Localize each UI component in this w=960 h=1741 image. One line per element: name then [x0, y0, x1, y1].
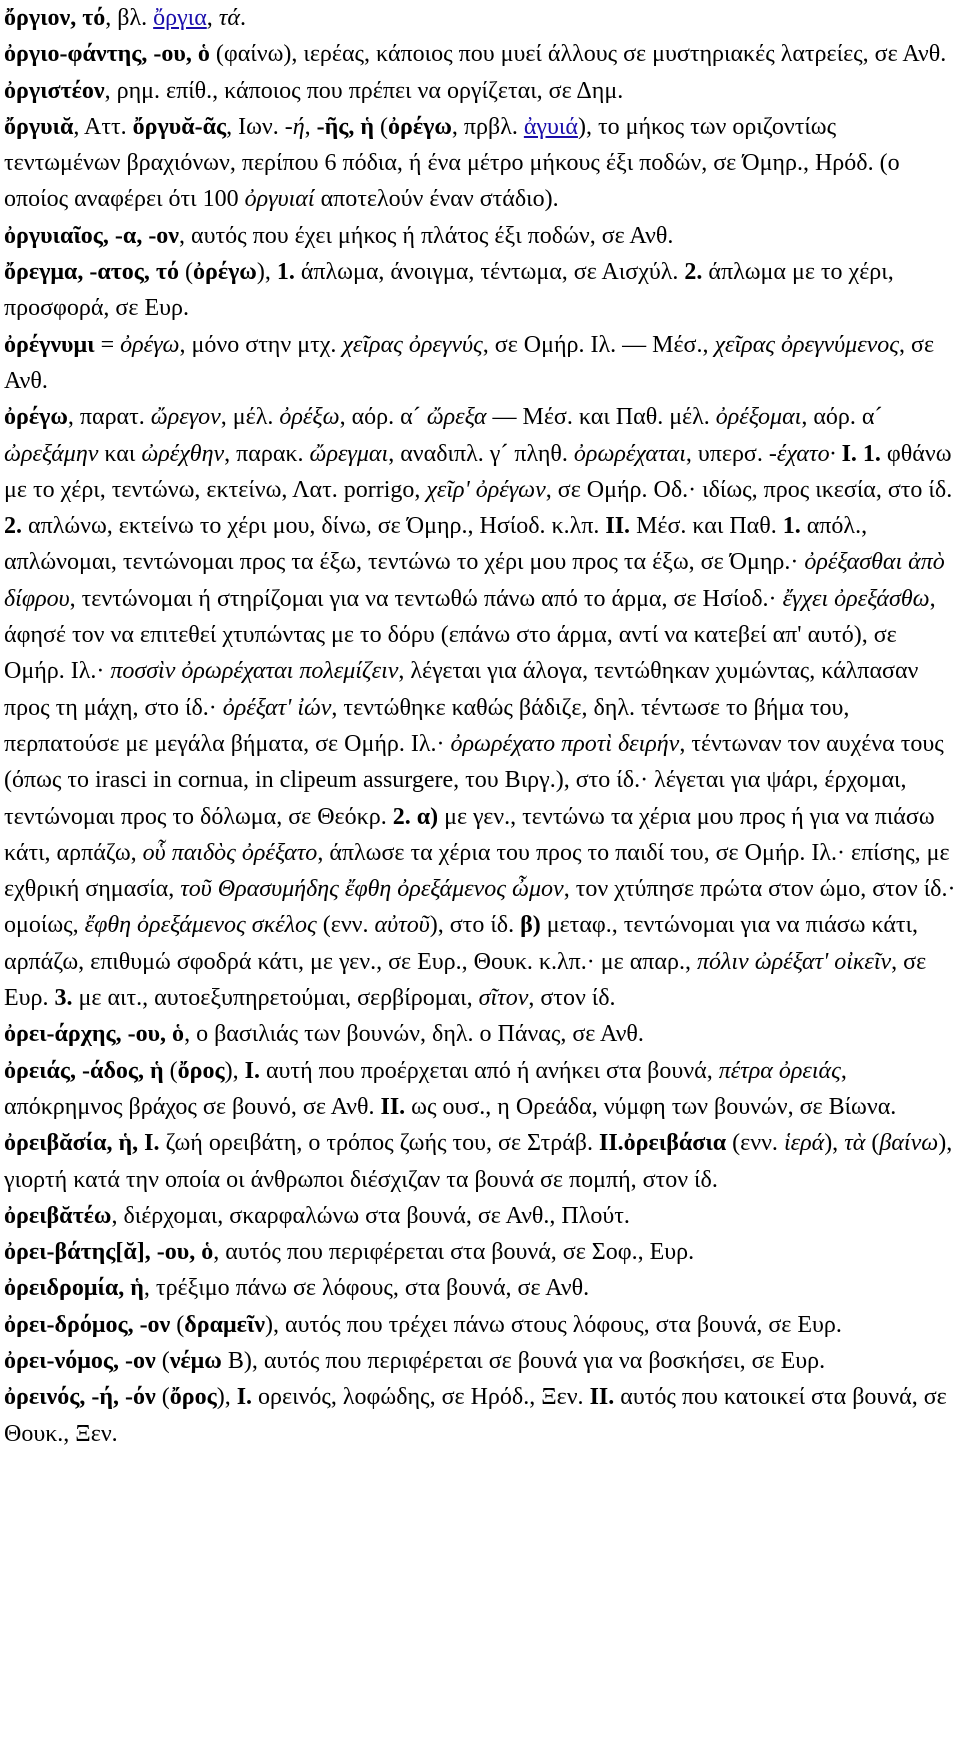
bold-term: II. — [380, 1093, 406, 1120]
italic-term: ὠρέχθην — [141, 440, 225, 467]
bold-term: 2. — [4, 513, 22, 540]
bold-term: I. — [244, 1057, 260, 1084]
bold-term: ὀργυιαῖος, -α, -ον — [4, 222, 180, 249]
bold-term: ὀρει-δρόμος, -ον — [4, 1311, 171, 1338]
bold-term: ὀρει-νόμος, -ον — [4, 1347, 156, 1374]
italic-term: ἔγχει ὀρεξάσθω — [782, 585, 930, 612]
dictionary-entry — [4, 399, 956, 1016]
bold-term: ὄρος — [177, 1057, 225, 1084]
dictionary-entry — [4, 109, 956, 218]
definition-text: , αόρ. α´ — [801, 404, 883, 431]
cross-reference-link[interactable]: ὄργια — [153, 5, 207, 31]
bold-term: ὀρέγω — [4, 404, 68, 431]
bold-term: ὀρειβᾰτέω — [4, 1202, 112, 1229]
definition-text: ορεινός, λοφώδης, σε Ηρόδ., Ξεν. — [252, 1384, 590, 1411]
bold-term: ὀργιστέον — [4, 77, 105, 104]
italic-term: χεῖρας ὀρεγνύς — [342, 331, 483, 358]
italic-term: χεῖρ' ὀρέγων — [426, 476, 546, 503]
bold-term: ὄργυᾰ-ᾶς — [132, 113, 227, 140]
definition-text: ως ουσ., η Ορεάδα, νύμφη των βουνών, σε Βίωνα. — [405, 1093, 897, 1120]
dictionary-entry — [4, 1053, 956, 1126]
bold-term: ὀργιο-φάντης, -ου, ὁ — [4, 41, 210, 68]
bold-term: ὄργιον, τό — [4, 5, 106, 31]
definition-text: με αιτ., αυτοεξυπηρετούμαι, σερβίρομαι, — [72, 985, 479, 1012]
definition-text: , τέντωναν τον αυχένα τους (όπως το irasci in cornua, in clipeum assurgere, του Βιργ.), στο ίδ.· λέγεται για ψάρι, έρχομαι, τεντώνομαι προς το δόλωμα, σε Θεόκρ. — [4, 730, 944, 830]
definition-text: ( — [865, 1130, 880, 1157]
definition-text: = — [94, 331, 121, 358]
definition-text: απόλ., απλώνομαι, τεντώνομαι προς τα έξω, τεντώνω το χέρι μου προς τα έξω, σε Όμηρ.· — [4, 513, 868, 576]
bold-term: ὀρειάς, -άδος, ἡ — [4, 1057, 164, 1084]
definition-text: , σε Ομήρ. Ιλ. — Μέσ., — [482, 331, 715, 358]
definition-text: , αυτός που περιφέρεται στα βουνά, σε Σοφ., Ευρ. — [213, 1239, 695, 1266]
definition-text: , άφησέ τον να επιτεθεί χτυπώντας με το δόρυ (επάνω στο άρμα, αντί να κατεβεί απ' αυτό), σε Ομήρ. Ιλ.· — [4, 585, 936, 685]
italic-term: ἱερά — [783, 1130, 825, 1157]
definition-text: , τεντώνομαι ή στηρίζομαι για να τεντωθώ πάνω από το άρμα, σε Ησίοδ.· — [69, 585, 783, 612]
bold-term: ὄρος — [169, 1384, 217, 1411]
bold-term: ὀρέγω — [192, 259, 257, 286]
definition-text: ζωή ορειβάτη, ο τρόπος ζωής του, σε Στράβ. — [159, 1130, 599, 1157]
bold-term: 3. — [54, 985, 73, 1012]
italic-term: -ή — [284, 113, 305, 140]
italic-term: ὀρέξατ' ἰών — [222, 694, 332, 721]
definition-text: ), — [256, 259, 277, 286]
italic-term: ποσσὶν ὀρωρέχαται πολεμίζειν — [110, 658, 399, 685]
italic-term: ὠρεξάμην — [4, 440, 99, 467]
definition-text: και — [98, 440, 142, 467]
definition-text: ( — [178, 259, 193, 286]
dictionary-entry — [4, 1125, 956, 1198]
bold-term: 2. α) — [392, 803, 439, 830]
definition-text: , σε Ομήρ. Οδ.· ιδίως, προς ικεσία, στο ίδ. — [545, 476, 953, 503]
bold-term: 1. — [782, 513, 801, 540]
definition-text: ), — [824, 1130, 845, 1157]
italic-term: ὀρέξομαι — [715, 404, 802, 431]
definition-text: άπλωμα, άνοιγμα, τέντωμα, σε Αισχύλ. — [294, 259, 685, 286]
definition-text: , μόνο στην μτχ. — [179, 331, 343, 358]
dictionary-entry — [4, 73, 956, 109]
bold-term: II.ὀρειβάσια — [599, 1130, 727, 1157]
bold-term: β) — [520, 912, 541, 939]
italic-term: ὀργυιαί — [244, 186, 315, 213]
definition-text: , στον ίδ. — [528, 985, 616, 1012]
italic-term: πέτρα ὀρειάς — [718, 1057, 841, 1084]
dictionary-entry — [4, 1343, 956, 1379]
dictionary-entry — [4, 1270, 956, 1306]
definition-text: , πρβλ. — [451, 113, 524, 140]
definition-text: απλώνω, εκτείνω το χέρι μου, δίνω, σε Όμηρ., Ησίοδ. κ.λπ. — [22, 513, 606, 540]
italic-term: χεῖρας ὀρεγνύμενος — [714, 331, 900, 358]
definition-text: άπλωμα με το χέρι, προσφορά, σε Ευρ. — [4, 259, 894, 322]
definition-text: , μέλ. — [220, 404, 280, 431]
bold-term: I. — [236, 1384, 253, 1411]
definition-text: , Ιων. — [226, 113, 285, 140]
dictionary-entry — [4, 1379, 956, 1452]
cross-reference-link[interactable]: ἀγυιά — [523, 113, 578, 140]
bold-term: ὀρειβᾰσία, ἡ, I. — [4, 1130, 160, 1157]
italic-term: ὤρεξα — [426, 404, 487, 431]
bold-term: II. — [605, 513, 631, 540]
definition-text: ), το μήκος των οριζοντίως τεντωμένων βραχιόνων, περίπου 6 πόδια, ή ένα μέτρο μήκους έξι ποδών, σε Όμηρ., Ηρόδ. (ο οποίος αναφέρει ότι 100 — [4, 113, 900, 213]
definition-text: , — [304, 113, 317, 140]
italic-term: ὀρέξασθαι ἀπὸ δίφρου — [4, 549, 945, 612]
definition-text: Μέσ. και Παθ. — [630, 513, 783, 540]
definition-text: , αναδιπλ. γ´ πληθ. — [388, 440, 574, 467]
bold-term: ὀρεινός, -ή, -όν — [4, 1384, 156, 1411]
dictionary-entry — [4, 0, 956, 36]
definition-text: , σε Ευρ. — [4, 948, 927, 1012]
dictionary-entry — [4, 1016, 956, 1052]
italic-term: οὗ παιδὸς ὀρέξατο — [142, 839, 318, 866]
italic-term: τὰ — [844, 1130, 866, 1157]
definition-text: , αόρ. α´ — [339, 404, 427, 431]
dictionary-entry — [4, 36, 956, 72]
bold-term: ὀρει-άρχης, -ου, ὁ — [4, 1021, 185, 1048]
definition-text: αυτή που προέρχεται από ή ανήκει στα βουνά, — [259, 1057, 719, 1084]
italic-term: ὤρεγον — [150, 404, 221, 431]
bold-term: ὀρέγω — [388, 113, 452, 140]
definition-text: — Μέσ. και Παθ. μέλ. — [486, 404, 716, 431]
definition-text: , τρέξιμο πάνω σε λόφους, στα βουνά, σε Ανθ. — [143, 1275, 590, 1302]
bold-term: νέμω — [169, 1347, 222, 1374]
italic-term: βαίνω — [879, 1130, 939, 1157]
definition-text: , — [206, 5, 219, 31]
bold-term: δραμεῖν — [184, 1311, 265, 1338]
bold-term: ὄργυιᾰ — [4, 113, 74, 140]
definition-text: , ο βασιλιάς των βουνών, δηλ. ο Πάνας, σε Ανθ. — [184, 1021, 644, 1048]
definition-text: ), γιορτή κατά την οποία οι άνθρωποι διέσχιζαν τα βουνά σε πομπή, στον ίδ. — [4, 1130, 953, 1193]
definition-text: , διέρχομαι, σκαρφαλώνω στα βουνά, σε Ανθ., Πλούτ. — [111, 1202, 630, 1229]
italic-term: σῖτον — [478, 985, 529, 1012]
bold-term: ὀρει-βάτης[ᾰ], -ου, ὁ — [4, 1239, 214, 1266]
definition-text: ), — [216, 1384, 237, 1411]
definition-text: ( — [163, 1057, 178, 1084]
definition-text: , βλ. — [105, 5, 154, 31]
definition-text: B), αυτός που περιφέρεται σε βουνά για να βοσκήσει, σε Ευρ. — [221, 1347, 826, 1374]
definition-text: , παρακ. — [224, 440, 310, 467]
italic-term: -έχατο· — [768, 440, 836, 467]
definition-text: , παρατ. — [67, 404, 151, 431]
definition-text: ( — [374, 113, 389, 140]
italic-term: ὤρεγμαι — [309, 440, 389, 467]
dictionary-entry — [4, 218, 956, 254]
italic-term: πόλιν ὠρέξατ' οἰκεῖν — [696, 948, 892, 975]
italic-term: ὀρέξω — [279, 404, 340, 431]
italic-term: τά — [218, 5, 240, 31]
bold-term: ὀρειδρομία, ἡ — [4, 1275, 144, 1302]
dictionary-entry — [4, 327, 956, 400]
definition-text: , αυτός που έχει μήκος ή πλάτος έξι ποδών, σε Ανθ. — [179, 222, 674, 249]
definition-text: ( — [155, 1384, 170, 1411]
definition-text: με γεν., τεντώνω τα χέρια μου προς ή για να πιάσω κάτι, αρπάζω, — [4, 803, 935, 866]
definition-text: αποτελούν έναν στάδιο). — [314, 186, 559, 213]
dictionary-entry — [4, 1234, 956, 1270]
definition-text: ( — [155, 1347, 170, 1374]
italic-term: αὐτοῦ — [374, 912, 430, 939]
bold-term: ὀρέγνυμι — [4, 331, 95, 358]
definition-text: , υπερσ. — [685, 440, 769, 467]
definition-text: , λέγεται για άλογα, τεντώθηκαν χυμώντας, κάλπασαν προς τη μάχη, στο ίδ.· — [4, 658, 919, 721]
bold-term: I. 1. — [841, 440, 881, 467]
definition-text: , σε Ανθ. — [4, 331, 935, 394]
definition-text: , απόκρημνος βράχος σε βουνό, σε Ανθ. — [4, 1057, 847, 1120]
italic-term: ὀρωρέχαται — [573, 440, 686, 467]
definition-text: , άπλωσε τα χέρια του προς το παιδί του, σε Ομήρ. Ιλ.· επίσης, με εχθρική σημασία, — [4, 839, 950, 903]
bold-term: II. — [589, 1384, 615, 1411]
definition-text: φθάνω με το χέρι, τεντώνω, εκτείνω, Λατ. porrigo, — [4, 440, 952, 503]
definition-text: , Αττ. — [73, 113, 133, 140]
definition-text: , ρημ. επίθ., κάποιος που πρέπει να οργίζεται, σε Δημ. — [104, 77, 624, 104]
bold-term: 2. — [684, 259, 703, 286]
dictionary-entry — [4, 1307, 956, 1343]
definition-text: . — [239, 5, 246, 31]
definition-text: ), — [224, 1057, 245, 1084]
bold-term: 1. — [276, 259, 295, 286]
definition-text: , τεντώθηκε καθώς βάδιζε, δηλ. τέντωσε το βήμα του, περπατούσε με μεγάλα βήματα, σε Ομήρ. Ιλ.· — [4, 694, 850, 757]
definition-text: , τον χτύπησε πρώτα στον ώμο, στον ίδ.· ομοίως, — [4, 876, 956, 939]
definition-text: ), αυτός που τρέχει πάνω στους λόφους, στα βουνά, σε Ευρ. — [265, 1311, 842, 1338]
definition-text: μεταφ., τεντώνομαι για να πιάσω κάτι, αρπάζω, επιθυμώ σφοδρά κάτι, με γεν., σε Ευρ., Θουκ. κ.λπ.· με απαρ., — [4, 912, 919, 975]
dictionary-entry — [4, 1198, 956, 1234]
definition-text: (φαίνω), ιερέας, κάποιος που μυεί άλλους σε μυστηριακές λατρείες, σε Ανθ. — [209, 41, 947, 68]
dictionary-entry — [4, 254, 956, 327]
bold-term: ὄρεγμα, -ατος, τό — [4, 259, 179, 286]
italic-term: ὀρέγω — [120, 331, 180, 358]
bold-term: -ῆς, ἡ — [316, 113, 375, 140]
definition-text: αυτός που κατοικεί στα βουνά, σε Θουκ., Ξεν. — [4, 1384, 947, 1447]
italic-term: τοῦ Θρασυμήδης ἔφθη ὀρεξάμενος ὦμον — [180, 876, 564, 903]
italic-term: ἔφθη ὀρεξάμενος σκέλος — [84, 912, 317, 939]
italic-term: ὀρωρέχατο προτὶ δειρήν — [450, 730, 680, 757]
definition-text: ), στο ίδ. — [429, 912, 521, 939]
definition-text: (ενν. — [316, 912, 375, 939]
definition-text: ( — [170, 1311, 185, 1338]
definition-text: (ενν. — [726, 1130, 784, 1157]
